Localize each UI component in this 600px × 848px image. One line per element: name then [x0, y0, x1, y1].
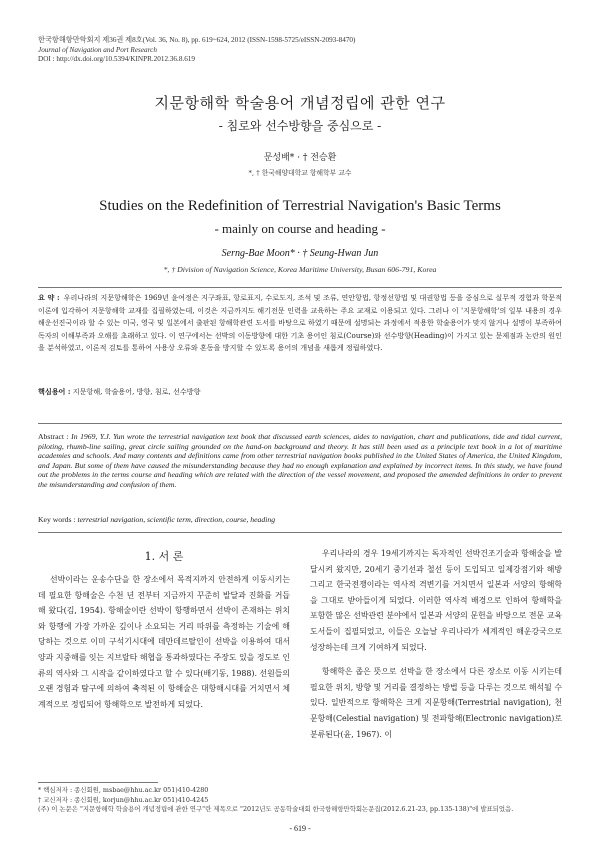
footnotes — [38, 786, 562, 815]
footnote-first-author: * 핵심저자 : 종신회원, msbae@hhu.ac.kr 051)410-4280 — [38, 786, 209, 794]
footnote-rule — [38, 782, 158, 783]
footnote-corresponding-author: † 교신저자 : 종신회원, korjun@hhu.ac.kr 051)410-4245 — [38, 795, 209, 804]
keywords-english-text: terrestrial navigation, scientific term, direction, course, heading — [77, 515, 276, 524]
body-paragraph: 항해학은 좁은 뜻으로 선박을 한 장소에서 다른 장소로 이동 시키는데 필요한 위치, 방향 및 거리를 결정하는 방법 등을 다루는 것으로 해석될 수 있다. 일반적으로 항해학은 크게 지문항해(Terrestrial navigation), 천문항해(Celestial navigation) 및 전파항해(Electronic navigation)로 분류된다(윤, 1967). 이 — [310, 667, 562, 739]
authors-english: Serng-Bae Moon* · † Seung-Hwan Jun — [221, 248, 379, 259]
title-english: Studies on the Redefinition of Terrestrial Navigation's Basic Terms — [99, 198, 501, 214]
authors-korean: 문성배* · † 전승환 — [263, 153, 337, 163]
abstract-english — [38, 432, 562, 490]
doi-line: DOI : http://dx.doi.org/10.5394/KINPR.2012.36.8.619 — [38, 55, 195, 64]
abstract-korean-text: 우리나라의 지문항해학은 1969년 윤여정은 지구좌표, 항로표지, 수로도지, 조석 및 조류, 연안항법, 항정선항법 및 대권항법 등을 중심으로 실무적 경험과 학문적 이론에 입각하여 지문항해학 교재를 집필하였는데, 이것은 지금까지도 해기전문 인력을 교육하는 주요 교재로 이용되고 있다. 그러나 이 '지문항해학'의 일부 내용의 경우 해운선진국이라 할 수 있는 미국, 영국 및 일본에서 출판된 항해학관련 도서를 바탕으로 하였기 때문에 설명되는 과정에서 적용한 학술용어가 맞지 않거나 설명이 부족하여 독자의 이해부족과 오해를 초래하고 있다. 이 연구에서는 선박의 이동방향에 대한 기초 용어인 침로(Course)와 선수방향(Heading)이 가지고 있는 문제점과 논란의 원인을 분석하였고, 이론적 검토를 통하여 사용상 오류와 혼동을 방지할 수 있도록 용어의 개념을 새롭게 정립하였다. — [38, 293, 562, 353]
journal-header — [38, 36, 355, 65]
abstract-english-label: Abstract : — [38, 432, 69, 441]
journal-name: Journal of Navigation and Port Research — [38, 45, 157, 54]
keywords-korean-text: 지문항해, 학술용어, 방향, 침로, 선수방향 — [72, 387, 201, 396]
section-heading-introduction: 1. 서 론 — [144, 550, 184, 563]
affiliation-korean: *, † 한국해양대학교 항해학부 교수 — [248, 169, 352, 177]
keywords-korean — [38, 387, 562, 397]
body-paragraph: 선박이라는 운송수단을 한 장소에서 목적지까지 안전하게 이동시키는데 필요한 항해술은 수천 년 전부터 지금까지 꾸준히 발달과 진화를 거듭해 왔다(김, 1954). 항해술이란 선박이 항행하면서 선박이 존재하는 위치와 항행에 가장 가까운 깊이나 소요되는 거리 따위를 측정하는 기술에 해당하는 것으로 이미 구석기시대에 데만데르탈인이 선박을 이용하여 대서양과 지중해를 잇는 지브랄타 해협을 통과하였다는 주장도 있을 정도로 인류의 역사와 그 시작을 같이하였다고 할 수 있다(배기동, 1988). 선원들의 오랜 경험과 탐구에 의하여 축적된 이 항해술은 대항해시대를 거치면서 체계적으로 정립되어 항해학으로 발전하게 되었다. — [38, 575, 291, 709]
body-column-right — [310, 546, 562, 742]
abstract-bottom-rule — [38, 532, 562, 533]
subtitle-korean: - 침로와 선수방향을 중심으로 - — [218, 119, 382, 133]
abstract-korean — [38, 292, 562, 355]
abstract-korean-label: 요 약 : — [38, 293, 60, 302]
keywords-korean-label: 핵심용어 : — [38, 387, 71, 396]
abstract-divider-rule — [38, 423, 562, 424]
abstract-top-rule — [38, 287, 562, 288]
affiliation-english: *, † Division of Navigation Science, Korea Maritime University, Busan 606-791, Korea — [163, 265, 437, 274]
keywords-english — [38, 515, 562, 524]
subtitle-english: - mainly on course and heading - — [214, 221, 386, 236]
body-column-left — [38, 572, 290, 712]
body-paragraph: 우리나라의 경우 19세기까지는 독자적인 선박건조기술과 항해술을 발달시켜 왔지만, 20세기 중기선과 철선 등이 도입되고 일제강점기와 해방 그리고 한국전쟁이라는 역사적 격변기를 거치면서 일본과 서양의 항해학을 그대로 받아들이게 되었다. 이러한 역사적 배경으로 인하여 항해학을 포함한 많은 선박관련 분야에서 일본과 서양의 문헌을 바탕으로 전문 교육도서들이 집필되었고, 이들은 오늘날 우리나라가 세계적인 해운강국으로 성장하는데 크게 기여하게 되었다. — [310, 549, 562, 652]
journal-citation: 한국항해항만학회지 제36권 제8호(Vol. 36, No. 8), pp. 619~624, 2012 (ISSN-1598-5725/eISSN-2093-8470) — [38, 36, 356, 44]
page-number: - 619 - — [289, 824, 311, 833]
title-korean: 지문항해학 학술용어 개념정립에 관한 연구 — [154, 94, 446, 112]
keywords-english-label: Key words : — [38, 515, 76, 524]
abstract-english-text: In 1969, Y.J. Yun wrote the terrestrial navigation text book that discussed earth sciences, aides to navigation, chart and publications, tide and tidal current, piloting, rhumb-line sailing, great circle sailing grounded on the hand-on background and theory. It has still been used as a principle text book in a lot of maritime academies and schools. And many contents and definitions came from other terrestrial navigation books published in the United States of America, the United Kingdom, and Japan. But some of them have caused the misunderstanding because they had no enough explanation and explained by incorrect items. In this study, we have found out the problems in the terms course and heading which are related with the direction of the vessel movement, and proposed the amended definitions in order to prevent the misunderstanding and confusion of them. — [38, 432, 562, 489]
footnote-note: (주) 이 논문은 "지문항해학 학술용어 개념정립에 관한 연구"란 제목으로 "2012년도 공동학술대회 한국항해항만학회논문집(2012.6.21-23, pp.135-138)"에 발표되었음. — [38, 805, 514, 814]
